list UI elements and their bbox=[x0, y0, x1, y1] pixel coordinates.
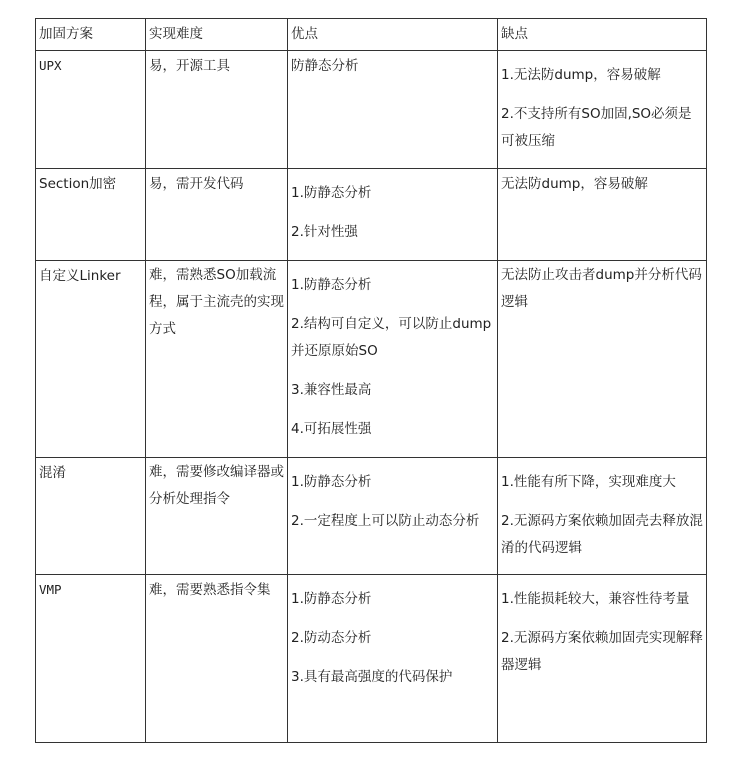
pros-item: 1.防静态分析 bbox=[291, 277, 372, 293]
header-difficulty: 实现难度 bbox=[146, 19, 288, 51]
cons-cell bbox=[498, 51, 707, 169]
comparison-table bbox=[35, 18, 707, 743]
scheme-cell: 混淆 bbox=[36, 458, 146, 575]
scheme-cell: VMP bbox=[36, 575, 146, 743]
table-row-vmp bbox=[36, 575, 707, 743]
difficulty-cell: 易，开源工具 bbox=[146, 51, 288, 169]
cons-cell bbox=[498, 169, 707, 261]
cons-item: 2.无源码方案依赖加固壳去释放混淆的代码逻辑 bbox=[501, 513, 703, 556]
header-cons: 缺点 bbox=[498, 19, 707, 51]
pros-item: 4.可拓展性强 bbox=[291, 421, 372, 437]
cons-item: 2.不支持所有SO加固,SO必须是可被压缩 bbox=[501, 106, 692, 149]
header-scheme: 加固方案 bbox=[36, 19, 146, 51]
pros-cell bbox=[288, 261, 498, 458]
pros-item: 1.防静态分析 bbox=[291, 474, 372, 490]
table-row-section bbox=[36, 169, 707, 261]
difficulty-cell: 难，需要熟悉指令集 bbox=[146, 575, 288, 743]
difficulty-cell: 易，需开发代码 bbox=[146, 169, 288, 261]
pros-item: 1.防静态分析 bbox=[291, 185, 372, 201]
cons-item: 1.性能有所下降，实现难度大 bbox=[501, 474, 676, 490]
pros-item: 2.针对性强 bbox=[291, 224, 358, 240]
pros-item: 2.一定程度上可以防止动态分析 bbox=[291, 513, 480, 529]
cons-item: 1.无法防dump，容易破解 bbox=[501, 67, 661, 83]
pros-item: 1.防静态分析 bbox=[291, 591, 372, 607]
cons-cell bbox=[498, 575, 707, 743]
table-row-linker bbox=[36, 261, 707, 458]
cons-item: 2.无源码方案依赖加固壳实现解释器逻辑 bbox=[501, 630, 703, 673]
cons-cell bbox=[498, 261, 707, 458]
scheme-cell: 自定义Linker bbox=[36, 261, 146, 458]
header-pros: 优点 bbox=[288, 19, 498, 51]
cons-cell bbox=[498, 458, 707, 575]
table-row-obfuscation bbox=[36, 458, 707, 575]
difficulty-cell: 难，需熟悉SO加载流程，属于主流壳的实现方式 bbox=[146, 261, 288, 458]
pros-item: 2.防动态分析 bbox=[291, 630, 372, 646]
header-row bbox=[36, 19, 707, 51]
cons-item: 无法防止攻击者dump并分析代码逻辑 bbox=[501, 267, 702, 310]
difficulty-cell: 难，需要修改编译器或分析处理指令 bbox=[146, 458, 288, 575]
pros-item: 防静态分析 bbox=[291, 58, 359, 74]
pros-item: 3.具有最高强度的代码保护 bbox=[291, 669, 453, 685]
cons-item: 1.性能损耗较大，兼容性待考量 bbox=[501, 591, 690, 607]
pros-cell bbox=[288, 51, 498, 169]
pros-item: 2.结构可自定义，可以防止dump并还原原始SO bbox=[291, 316, 492, 359]
cons-item: 无法防dump，容易破解 bbox=[501, 176, 648, 192]
pros-cell bbox=[288, 169, 498, 261]
scheme-cell: Section加密 bbox=[36, 169, 146, 261]
table-row-upx bbox=[36, 51, 707, 169]
pros-item: 3.兼容性最高 bbox=[291, 382, 372, 398]
pros-cell bbox=[288, 575, 498, 743]
scheme-cell: UPX bbox=[36, 51, 146, 169]
pros-cell bbox=[288, 458, 498, 575]
